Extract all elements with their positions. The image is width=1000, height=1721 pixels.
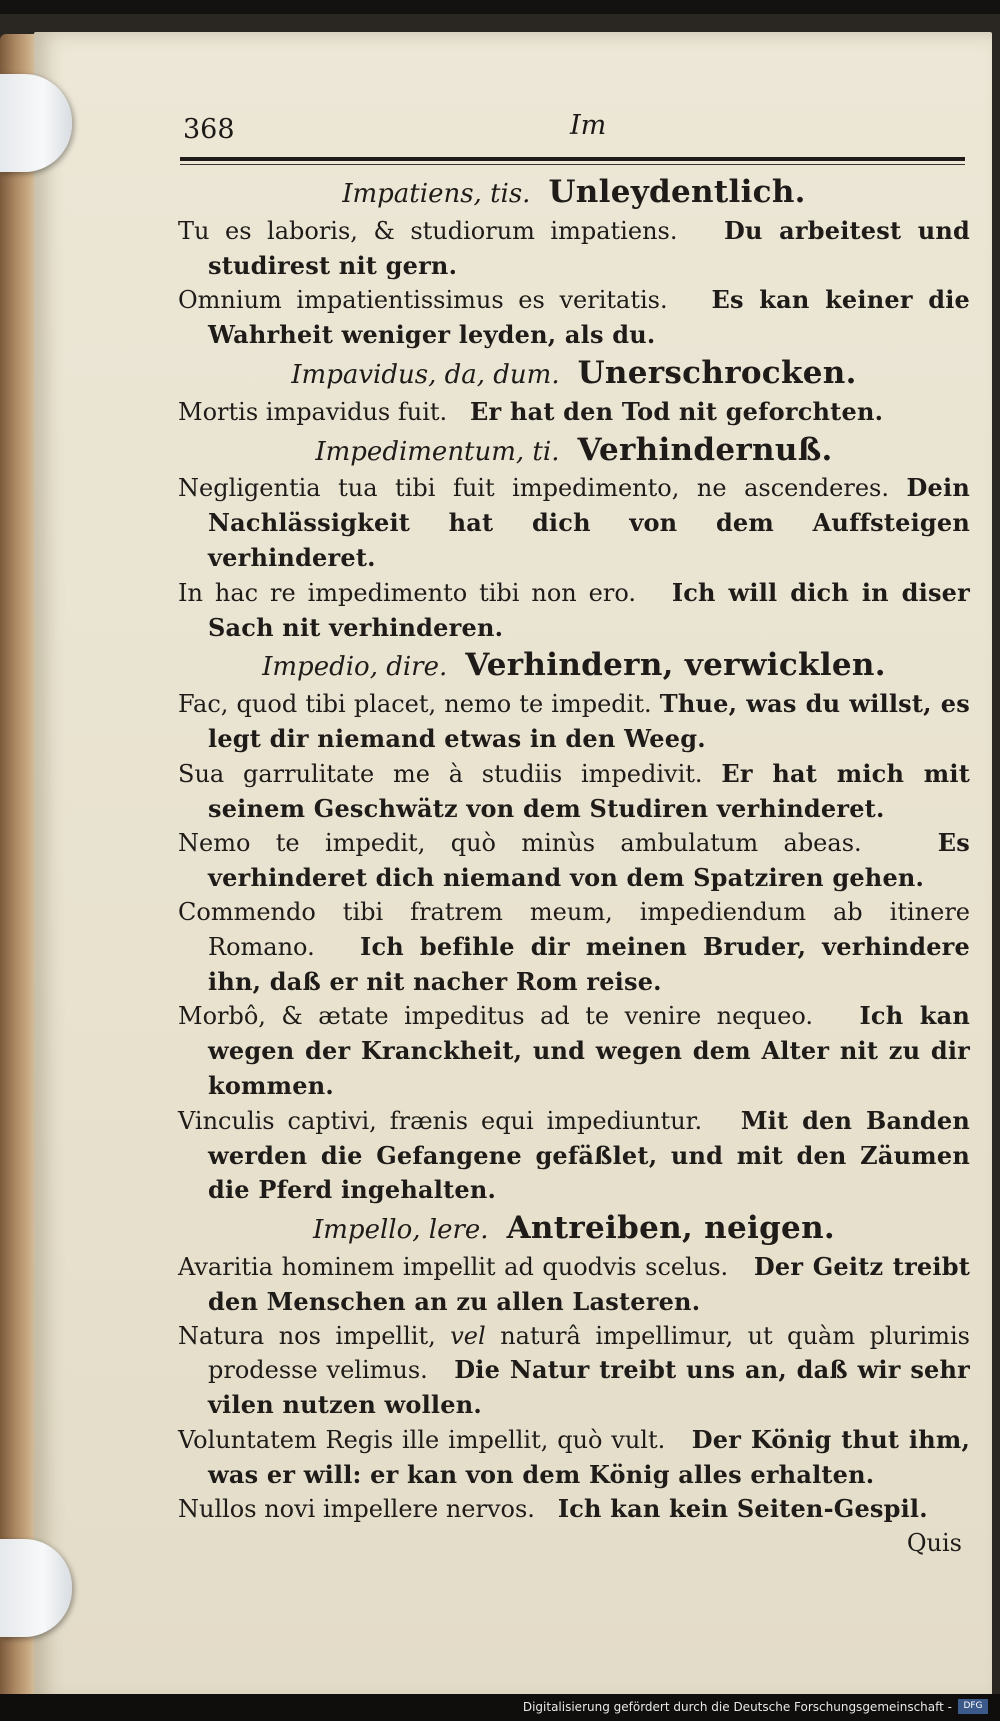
lemma-latin: Impedio, dire. <box>262 652 448 683</box>
example-latin-cont: naturâ impellimur, ut quàm plurimis prodesse velimus. <box>208 1321 970 1385</box>
example-latin: Vinculis captivi, frænis equi impediuntur. <box>178 1106 703 1135</box>
header-rule <box>180 157 965 161</box>
page-number: 368 <box>183 114 235 145</box>
example-sentence <box>178 999 970 1103</box>
example-latin: Natura nos impellit, <box>178 1321 436 1350</box>
running-head: Im <box>570 110 607 141</box>
example-sentence <box>178 576 970 646</box>
example-sentence <box>178 283 970 353</box>
example-latin: Voluntatem Regis ille impellit, quò vult. <box>178 1425 666 1454</box>
entry-lemma <box>178 1212 970 1248</box>
example-sentence <box>178 1250 970 1320</box>
example-german: Es kan keiner die Wahrheit weniger leyden, als du. <box>208 285 970 350</box>
footer-credit: Digitalisierung gefördert durch die Deutsche Forschungsgemeinschaft - <box>522 1700 952 1714</box>
example-latin: Sua garrulitate me à studiis impedivit. <box>178 759 703 788</box>
lemma-german: Antreiben, neigen. <box>506 1210 835 1247</box>
example-german: Ich kan wegen der Kranckheit, und wegen dem Alter nit zu dir kommen. <box>208 1001 971 1100</box>
example-german: Der Geitz treibt den Menschen an zu allen Lasteren. <box>208 1251 970 1316</box>
example-german: Mit den Banden werden die Gefangene gefäßlet, und mit den Zäumen die Pferd ingehalten. <box>208 1105 970 1205</box>
example-latin: Commendo tibi fratrem meum, impediendum ab itinere Romano. <box>178 897 970 961</box>
example-latin: Morbô, & ætate impeditus ad te venire nequeo. <box>178 1002 813 1031</box>
example-latin: Mortis impavidus fuit. <box>178 397 448 426</box>
example-latin: Tu es laboris, & studiorum impatiens. <box>178 216 678 245</box>
dictionary-content <box>178 172 970 1561</box>
entry-lemma <box>178 649 970 685</box>
example-german: Du arbeitest und studirest nit gern. <box>208 215 970 280</box>
page-edge <box>0 34 36 1699</box>
example-sentence <box>178 896 970 999</box>
example-sentence <box>178 471 970 575</box>
example-vel: vel <box>450 1321 486 1350</box>
book-scan <box>0 14 1000 1694</box>
lemma-latin: Impedimentum, ti. <box>315 436 560 467</box>
example-german: Ich will dich in diser Sach nit verhinderen. <box>208 577 970 642</box>
example-sentence <box>178 1320 970 1423</box>
example-latin: Omnium impatientissimus es veritatis. <box>178 286 668 315</box>
example-german: Thue, was du willst, es legt dir niemand etwas in den Weeg. <box>208 689 970 753</box>
example-sentence <box>178 687 970 757</box>
example-german: Es verhinderet dich niemand von dem Spatziren gehen. <box>208 828 970 893</box>
catchword: Quis <box>906 1529 962 1558</box>
example-sentence <box>178 826 970 896</box>
example-german: Ich befihle dir meinen Bruder, verhindere ihn, daß er nit nacher Rom reise. <box>208 931 970 996</box>
example-sentence <box>178 757 970 827</box>
footer-bar <box>0 1694 1000 1721</box>
example-sentence <box>178 395 970 430</box>
example-german: Er hat mich mit seinem Geschwätz von dem Studiren verhinderet. <box>208 758 971 823</box>
entry-lemma <box>178 176 970 212</box>
entry-lemma <box>178 354 970 393</box>
lemma-german: Unerschrocken. <box>577 354 857 391</box>
example-german: Dein Nachlässigkeit hat dich von dem Auffsteigen verhinderet. <box>208 473 970 572</box>
example-sentence <box>178 214 970 284</box>
example-german: Die Natur treibt uns an, daß wir sehr vilen nutzen wollen. <box>208 1355 971 1420</box>
lemma-latin: Impatiens, tis. <box>342 179 531 209</box>
example-latin: Fac, quod tibi placet, nemo te impedit. <box>178 690 652 719</box>
lemma-german: Verhindernuß. <box>577 431 833 468</box>
example-sentence <box>178 1492 970 1527</box>
dfg-logo-icon: DFG <box>958 1699 988 1714</box>
lemma-latin: Impello, lere. <box>313 1215 489 1246</box>
example-german: Der König thut ihm, was er will: er kan von dem König alles erhalten. <box>208 1424 971 1489</box>
example-latin: In hac re impedimento tibi non ero. <box>178 578 637 607</box>
example-german: Ich kan kein Seiten-Gespil. <box>557 1494 928 1524</box>
example-sentence <box>178 1104 970 1208</box>
entry-lemma <box>178 431 970 470</box>
example-latin: Nullos novi impellere nervos. <box>178 1495 535 1524</box>
example-sentence <box>178 1423 970 1493</box>
example-latin: Avaritia hominem impellit ad quodvis scelus. <box>178 1252 729 1281</box>
example-latin: Nemo te impedit, quò minùs ambulatum abeas. <box>178 829 862 858</box>
example-latin: Negligentia tua tibi fuit impedimento, ne ascenderes. <box>178 474 889 503</box>
lemma-german: Unleydentlich. <box>548 174 806 210</box>
lemma-german: Verhindern, verwicklen. <box>465 647 886 684</box>
example-german: Er hat den Tod nit geforchten. <box>470 396 884 426</box>
lemma-latin: Impavidus, da, dum. <box>291 359 560 390</box>
